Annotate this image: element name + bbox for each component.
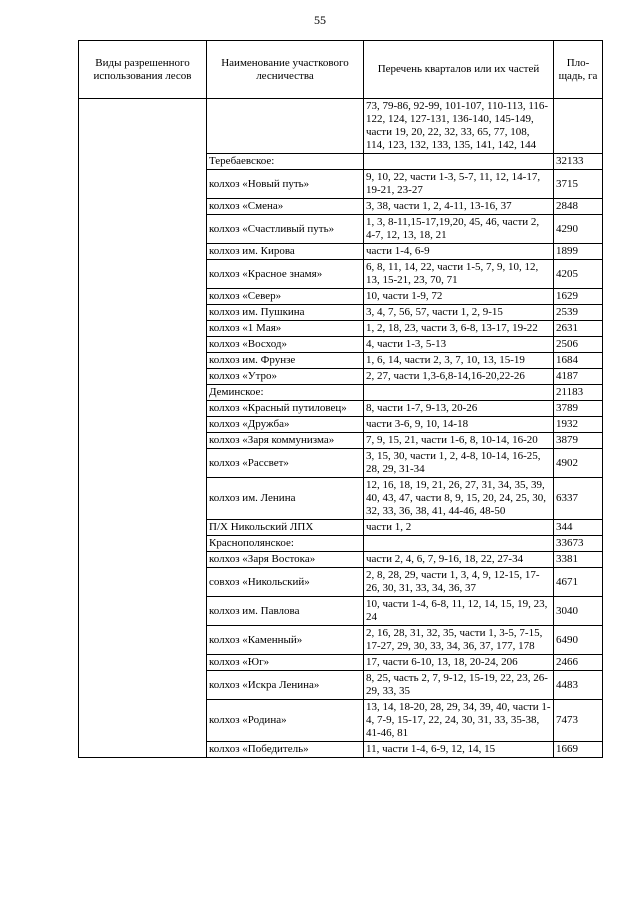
quarters-cell: 1, 6, 14, части 2, 3, 7, 10, 13, 15-19	[364, 353, 554, 369]
forestry-name-cell: колхоз «Красное знамя»	[207, 260, 364, 289]
forest-use-cell	[79, 99, 207, 758]
header-area: Пло-щадь, га	[554, 41, 603, 99]
area-cell: 4290	[554, 215, 603, 244]
area-cell: 2848	[554, 199, 603, 215]
quarters-cell: 4, части 1-3, 5-13	[364, 337, 554, 353]
forestry-name-cell: Теребаевское:	[207, 154, 364, 170]
quarters-cell	[364, 536, 554, 552]
area-cell: 1629	[554, 289, 603, 305]
forestry-name-cell: колхоз «Родина»	[207, 700, 364, 742]
page-number: 55	[314, 13, 326, 27]
area-cell: 1932	[554, 417, 603, 433]
area-cell: 1899	[554, 244, 603, 260]
area-cell: 3381	[554, 552, 603, 568]
quarters-cell	[364, 154, 554, 170]
area-cell: 4902	[554, 449, 603, 478]
forestry-name-cell: колхоз «Дружба»	[207, 417, 364, 433]
area-cell: 4671	[554, 568, 603, 597]
forestry-table	[78, 40, 603, 758]
forestry-name-cell: колхоз «Утро»	[207, 369, 364, 385]
area-cell: 1669	[554, 742, 603, 758]
header-forestry-name: Наименование участкового лесничества	[207, 41, 364, 99]
area-cell: 2466	[554, 655, 603, 671]
forestry-name-cell: П/Х Никольский ЛПХ	[207, 520, 364, 536]
area-cell: 2631	[554, 321, 603, 337]
forestry-name-cell: колхоз «Заря Востока»	[207, 552, 364, 568]
quarters-cell: части 3-6, 9, 10, 14-18	[364, 417, 554, 433]
area-cell: 21183	[554, 385, 603, 401]
area-cell: 7473	[554, 700, 603, 742]
quarters-cell	[364, 385, 554, 401]
header-quarters-list: Перечень кварталов или их частей	[364, 41, 554, 99]
forestry-name-cell: колхоз «Счастливый путь»	[207, 215, 364, 244]
area-cell: 6337	[554, 478, 603, 520]
quarters-cell: 17, части 6-10, 13, 18, 20-24, 206	[364, 655, 554, 671]
forestry-name-cell: колхоз «1 Мая»	[207, 321, 364, 337]
area-cell: 3715	[554, 170, 603, 199]
forestry-name-cell: колхоз «Заря коммунизма»	[207, 433, 364, 449]
area-cell: 33673	[554, 536, 603, 552]
forestry-name-cell: колхоз «Красный путиловец»	[207, 401, 364, 417]
quarters-cell: 3, 15, 30, части 1, 2, 4-8, 10-14, 16-25, 28, 29, 31-34	[364, 449, 554, 478]
quarters-cell: 10, части 1-4, 6-8, 11, 12, 14, 15, 19, 23, 24	[364, 597, 554, 626]
table-body	[79, 99, 603, 758]
area-cell: 1684	[554, 353, 603, 369]
quarters-cell: 7, 9, 15, 21, части 1-6, 8, 10-14, 16-20	[364, 433, 554, 449]
forestry-name-cell: Деминское:	[207, 385, 364, 401]
quarters-cell: 73, 79-86, 92-99, 101-107, 110-113, 116-122, 124, 127-131, 136-140, 145-149, части 19, 20, 22, 32, 33, 65, 77, 108, 114, 123, 132, 133, 135, 141, 142, 144	[364, 99, 554, 154]
area-cell: 6490	[554, 626, 603, 655]
area-cell: 344	[554, 520, 603, 536]
quarters-cell: 13, 14, 18-20, 28, 29, 34, 39, 40, части 1-4, 7-9, 15-17, 22, 24, 30, 31, 33, 35-38, 41-46, 81	[364, 700, 554, 742]
forestry-name-cell: колхоз им. Кирова	[207, 244, 364, 260]
quarters-cell: 2, 16, 28, 31, 32, 35, части 1, 3-5, 7-15, 17-27, 29, 30, 33, 34, 36, 37, 177, 178	[364, 626, 554, 655]
forestry-name-cell: колхоз «Каменный»	[207, 626, 364, 655]
forestry-name-cell: совхоз «Никольский»	[207, 568, 364, 597]
quarters-cell: 12, 16, 18, 19, 21, 26, 27, 31, 34, 35, 39, 40, 43, 47, части 8, 9, 15, 20, 24, 25, 30, 32, 33, 36, 38, 41, 44-46, 48-50	[364, 478, 554, 520]
forestry-name-cell: колхоз «Искра Ленина»	[207, 671, 364, 700]
area-cell	[554, 99, 603, 154]
table-row	[79, 99, 603, 154]
area-cell: 4205	[554, 260, 603, 289]
area-cell: 4187	[554, 369, 603, 385]
forestry-name-cell: колхоз им. Пушкина	[207, 305, 364, 321]
area-cell: 4483	[554, 671, 603, 700]
area-cell: 2539	[554, 305, 603, 321]
forestry-name-cell: Краснополянское:	[207, 536, 364, 552]
forestry-name-cell: колхоз им. Ленина	[207, 478, 364, 520]
forestry-name-cell: колхоз им. Фрунзе	[207, 353, 364, 369]
quarters-cell: 1, 2, 18, 23, части 3, 6-8, 13-17, 19-22	[364, 321, 554, 337]
forestry-name-cell: колхоз «Восход»	[207, 337, 364, 353]
area-cell: 32133	[554, 154, 603, 170]
quarters-cell: 10, части 1-9, 72	[364, 289, 554, 305]
quarters-cell: 2, 27, части 1,3-6,8-14,16-20,22-26	[364, 369, 554, 385]
header-forest-use: Виды разрешенного использования лесов	[79, 41, 207, 99]
area-cell: 3789	[554, 401, 603, 417]
quarters-cell: части 2, 4, 6, 7, 9-16, 18, 22, 27-34	[364, 552, 554, 568]
quarters-cell: 6, 8, 11, 14, 22, части 1-5, 7, 9, 10, 12, 13, 15-21, 23, 70, 71	[364, 260, 554, 289]
area-cell: 3040	[554, 597, 603, 626]
header-row	[79, 41, 603, 99]
forestry-name-cell: колхоз «Север»	[207, 289, 364, 305]
quarters-cell: части 1, 2	[364, 520, 554, 536]
quarters-cell: 11, части 1-4, 6-9, 12, 14, 15	[364, 742, 554, 758]
area-cell: 2506	[554, 337, 603, 353]
forestry-name-cell: колхоз «Смена»	[207, 199, 364, 215]
quarters-cell: 1, 3, 8-11,15-17,19,20, 45, 46, части 2, 4-7, 12, 13, 18, 21	[364, 215, 554, 244]
forestry-name-cell: колхоз «Рассвет»	[207, 449, 364, 478]
forestry-name-cell: колхоз «Победитель»	[207, 742, 364, 758]
quarters-cell: 8, 25, часть 2, 7, 9-12, 15-19, 22, 23, 26-29, 33, 35	[364, 671, 554, 700]
forestry-name-cell: колхоз «Новый путь»	[207, 170, 364, 199]
forestry-name-cell: колхоз им. Павлова	[207, 597, 364, 626]
forestry-name-cell: колхоз «Юг»	[207, 655, 364, 671]
quarters-cell: 2, 8, 28, 29, части 1, 3, 4, 9, 12-15, 17-26, 30, 31, 33, 34, 36, 37	[364, 568, 554, 597]
quarters-cell: 3, 4, 7, 56, 57, части 1, 2, 9-15	[364, 305, 554, 321]
quarters-cell: 3, 38, части 1, 2, 4-11, 13-16, 37	[364, 199, 554, 215]
forestry-name-cell	[207, 99, 364, 154]
area-cell: 3879	[554, 433, 603, 449]
quarters-cell: части 1-4, 6-9	[364, 244, 554, 260]
quarters-cell: 9, 10, 22, части 1-3, 5-7, 11, 12, 14-17, 19-21, 23-27	[364, 170, 554, 199]
quarters-cell: 8, части 1-7, 9-13, 20-26	[364, 401, 554, 417]
